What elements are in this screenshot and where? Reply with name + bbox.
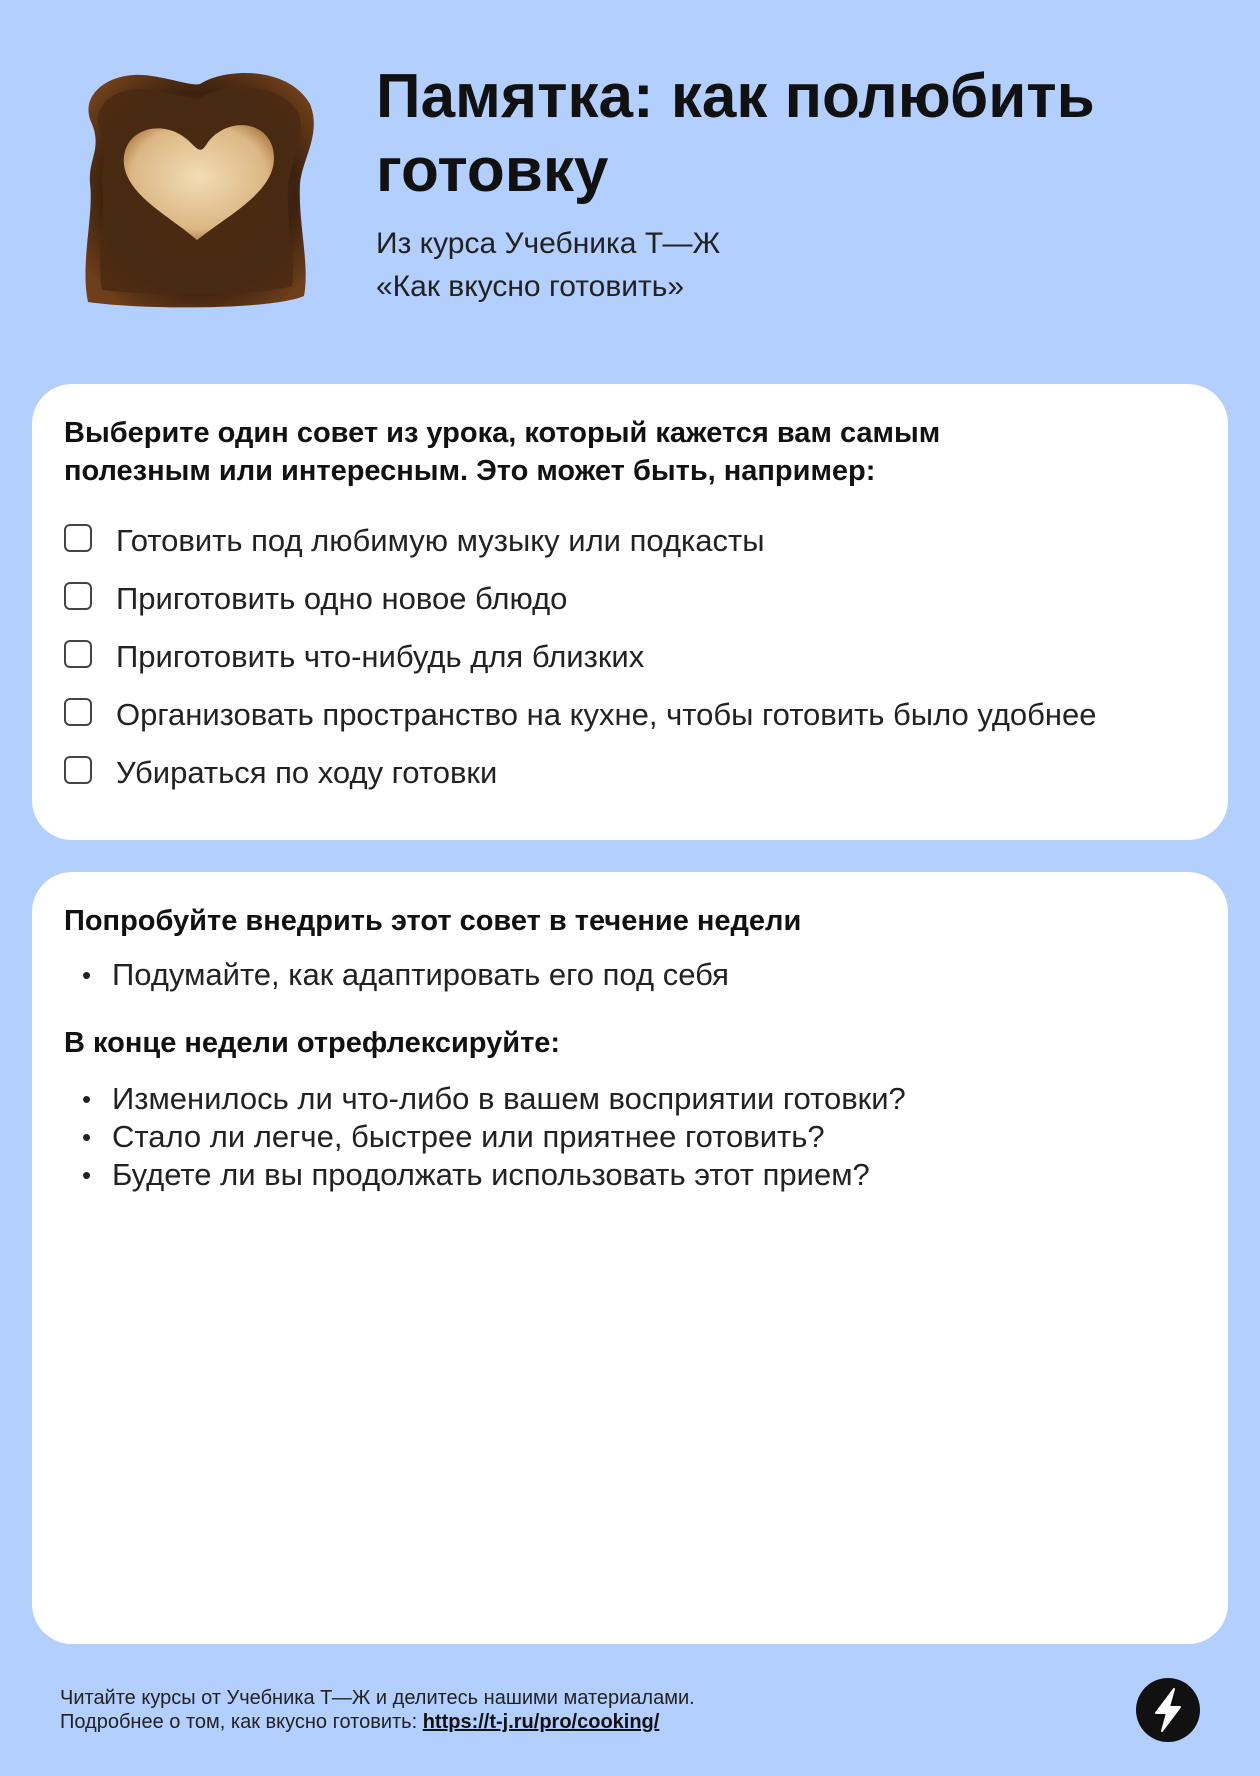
header [0, 0, 1260, 360]
lightning-logo-icon[interactable] [1136, 1678, 1200, 1742]
choose-tip-card [32, 384, 1228, 840]
choose-tip-heading: Выберите один совет из урока, который кажется вам самым полезным или интересным. Это может быть, например: [64, 417, 941, 487]
checklist-item-label: Убираться по ходу готовки [116, 755, 498, 790]
list-item-text: Подумайте, как адаптировать его под себя [112, 957, 729, 992]
page-subtitle [376, 222, 1136, 308]
footer [60, 1686, 960, 1734]
checkbox[interactable] [64, 582, 92, 610]
checklist-item[interactable] [64, 686, 1196, 744]
footer-line-2 [60, 1710, 960, 1734]
list-item-text: Изменилось ли что-либо в вашем восприятии готовки? [112, 1081, 906, 1116]
try-tip-list [64, 956, 1196, 994]
subtitle-course-name: «Как вкусно готовить» [376, 270, 685, 303]
checklist-item-label: Приготовить что-нибудь для близких [116, 639, 645, 674]
list-item-text: Стало ли легче, быстрее или приятнее готовить? [112, 1119, 825, 1154]
list-item-text: Будете ли вы продолжать использовать этот прием? [112, 1157, 870, 1192]
list-item [82, 1080, 1196, 1118]
footer-line-2-text: Подробнее о том, как вкусно готовить: [60, 1711, 423, 1733]
checklist-item[interactable] [64, 570, 1196, 628]
cooking-course-link[interactable]: https://t-j.ru/pro/cooking/ [422, 1711, 660, 1733]
checkbox[interactable] [64, 524, 92, 552]
footer-line-1: Читайте курсы от Учебника Т—Ж и делитесь нашими материалами. [60, 1687, 695, 1709]
reflect-heading: В конце недели отрефлексируйте: [64, 1027, 561, 1059]
subtitle-course-source: Из курса Учебника Т—Ж [376, 227, 721, 260]
list-item [82, 1156, 1196, 1194]
checklist-item[interactable] [64, 512, 1196, 570]
list-item [82, 956, 1196, 994]
tips-checklist [64, 512, 1196, 802]
checklist-item-label: Приготовить одно новое блюдо [116, 581, 568, 616]
bullet-icon: • [82, 1122, 92, 1152]
page-title: Памятка: как полюбить готовку [376, 62, 1095, 205]
bullet-icon: • [82, 960, 92, 990]
reflect-questions-list [64, 1080, 1196, 1194]
checkbox[interactable] [64, 640, 92, 668]
checklist-item-label: Организовать пространство на кухне, чтобы готовить было удобнее [116, 697, 1097, 732]
checklist-item-label: Готовить под любимую музыку или подкасты [116, 523, 765, 558]
checkbox[interactable] [64, 698, 92, 726]
bullet-icon: • [82, 1084, 92, 1114]
reflect-card [32, 872, 1228, 1644]
checklist-item[interactable] [64, 744, 1196, 802]
list-item [82, 1118, 1196, 1156]
bullet-icon: • [82, 1160, 92, 1190]
checklist-item[interactable] [64, 628, 1196, 686]
heart-toast-icon [72, 64, 322, 312]
lightning-icon [1136, 1678, 1200, 1742]
checkbox[interactable] [64, 756, 92, 784]
try-tip-heading: Попробуйте внедрить этот совет в течение недели [64, 905, 802, 937]
